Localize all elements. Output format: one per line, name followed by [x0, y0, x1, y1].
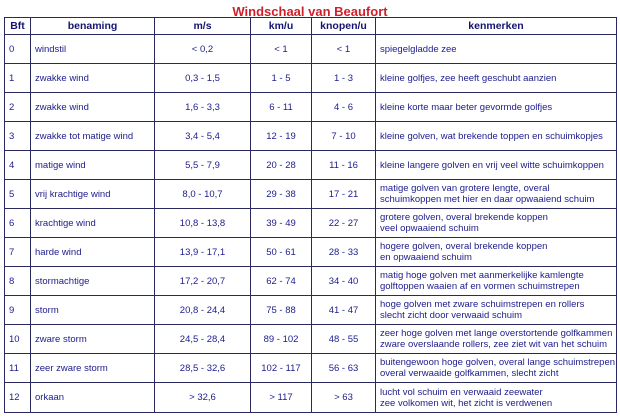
description-line-1: zeer hoge golven met lange overstortende golfkammen: [380, 328, 613, 339]
description-cell: [376, 267, 617, 296]
description-cell: [376, 151, 617, 180]
ms-cell: 5,5 - 7,9: [155, 151, 251, 180]
description-cell: [376, 296, 617, 325]
name-cell: windstil: [31, 35, 155, 64]
header-kmh: km/u: [251, 18, 312, 35]
beaufort-number-cell: 5: [5, 180, 31, 209]
beaufort-number-cell: 6: [5, 209, 31, 238]
name-cell: vrij krachtige wind: [31, 180, 155, 209]
kmh-cell: 6 - 11: [251, 93, 312, 122]
name-cell: matige wind: [31, 151, 155, 180]
kmh-cell: 20 - 28: [251, 151, 312, 180]
kmh-cell: 29 - 38: [251, 180, 312, 209]
knots-cell: 4 - 6: [312, 93, 376, 122]
name-cell: zwakke tot matige wind: [31, 122, 155, 151]
beaufort-table: [4, 17, 617, 413]
kmh-cell: 39 - 49: [251, 209, 312, 238]
header-description: kenmerken: [376, 18, 617, 35]
description-line-1: spiegelgladde zee: [380, 43, 457, 55]
table-row: [5, 267, 617, 296]
description-cell: [376, 238, 617, 267]
ms-cell: 3,4 - 5,4: [155, 122, 251, 151]
ms-cell: 20,8 - 24,4: [155, 296, 251, 325]
description-line-2: golftoppen waaien af en vormen schuimstrepen: [380, 281, 580, 292]
knots-cell: 17 - 21: [312, 180, 376, 209]
description-line-2: veel opwaaiend schuim: [380, 223, 479, 234]
description-line-1: grotere golven, overal brekende koppen: [380, 212, 548, 223]
ms-cell: 8,0 - 10,7: [155, 180, 251, 209]
name-cell: stormachtige: [31, 267, 155, 296]
kmh-cell: 50 - 61: [251, 238, 312, 267]
description-line-2: schuimkoppen met hier en daar opwaaiend schuim: [380, 194, 595, 205]
description-cell: [376, 93, 617, 122]
table-row: [5, 238, 617, 267]
kmh-cell: 62 - 74: [251, 267, 312, 296]
table-row: [5, 296, 617, 325]
beaufort-number-cell: 0: [5, 35, 31, 64]
name-cell: krachtige wind: [31, 209, 155, 238]
description-line-1: matige golven van grotere lengte, overal: [380, 183, 550, 194]
beaufort-number-cell: 10: [5, 325, 31, 354]
name-cell: orkaan: [31, 383, 155, 413]
description-line-1: kleine korte maar beter gevormde golfjes: [380, 101, 553, 113]
beaufort-number-cell: 12: [5, 383, 31, 413]
table-row: [5, 35, 617, 64]
ms-cell: 17,2 - 20,7: [155, 267, 251, 296]
ms-cell: 13,9 - 17,1: [155, 238, 251, 267]
beaufort-number-cell: 8: [5, 267, 31, 296]
description-line-2: en opwaaiend schuim: [380, 252, 472, 263]
table-row: [5, 151, 617, 180]
beaufort-number-cell: 2: [5, 93, 31, 122]
header-knots: knopen/u: [312, 18, 376, 35]
header-name: benaming: [31, 18, 155, 35]
table-row: [5, 64, 617, 93]
header-ms: m/s: [155, 18, 251, 35]
description-line-1: kleine golfjes, zee heeft geschubt aanzien: [380, 72, 557, 84]
table-row: [5, 122, 617, 151]
description-line-1: hoge golven met zware schuimstrepen en rollers: [380, 299, 585, 310]
knots-cell: 11 - 16: [312, 151, 376, 180]
table-row: [5, 209, 617, 238]
description-line-2: zee volkomen wit, het zicht is verdwenen: [380, 397, 553, 409]
description-line-1: kleine golven, wat brekende toppen en schuimkopjes: [380, 130, 603, 142]
kmh-cell: 1 - 5: [251, 64, 312, 93]
name-cell: zwakke wind: [31, 64, 155, 93]
table-row: [5, 93, 617, 122]
knots-cell: 22 - 27: [312, 209, 376, 238]
name-cell: zeer zware storm: [31, 354, 155, 383]
description-line-1: buitengewoon hoge golven, overal lange schuimstrepen: [380, 357, 616, 368]
table-row: [5, 325, 617, 354]
ms-cell: 10,8 - 13,8: [155, 209, 251, 238]
kmh-cell: 12 - 19: [251, 122, 312, 151]
description-line-2: slecht zicht door verwaaid schuim: [380, 310, 523, 321]
beaufort-number-cell: 1: [5, 64, 31, 93]
table-body: [5, 35, 617, 413]
description-cell: [376, 180, 617, 209]
description-line-1: matig hoge golven met aanmerkelijke kamlengte: [380, 270, 584, 281]
knots-cell: 7 - 10: [312, 122, 376, 151]
description-line-2: zware overslaande rollers, zee ziet wit van het schuim: [380, 339, 608, 350]
kmh-cell: > 117: [251, 383, 312, 413]
name-cell: storm: [31, 296, 155, 325]
name-cell: zware storm: [31, 325, 155, 354]
ms-cell: 0,3 - 1,5: [155, 64, 251, 93]
table-row: [5, 383, 617, 413]
beaufort-number-cell: 4: [5, 151, 31, 180]
beaufort-number-cell: 9: [5, 296, 31, 325]
page-title: Windschaal van Beaufort: [232, 4, 388, 19]
knots-cell: 48 - 55: [312, 325, 376, 354]
table-row: [5, 180, 617, 209]
kmh-cell: 102 - 117: [251, 354, 312, 383]
ms-cell: < 0,2: [155, 35, 251, 64]
knots-cell: > 63: [312, 383, 376, 413]
description-cell: [376, 383, 617, 413]
kmh-cell: 89 - 102: [251, 325, 312, 354]
ms-cell: > 32,6: [155, 383, 251, 413]
beaufort-number-cell: 7: [5, 238, 31, 267]
name-cell: harde wind: [31, 238, 155, 267]
knots-cell: 41 - 47: [312, 296, 376, 325]
knots-cell: < 1: [312, 35, 376, 64]
description-cell: [376, 354, 617, 383]
knots-cell: 1 - 3: [312, 64, 376, 93]
description-cell: [376, 35, 617, 64]
table-row: [5, 354, 617, 383]
ms-cell: 28,5 - 32,6: [155, 354, 251, 383]
description-line-1: lucht vol schuim en verwaaid zeewater: [380, 386, 543, 398]
description-line-1: kleine langere golven en vrij veel witte schuimkoppen: [380, 159, 604, 171]
description-line-2: overal verwaaide golfkammen, slecht zicht: [380, 368, 559, 379]
header-bft: Bft: [5, 18, 31, 35]
ms-cell: 1,6 - 3,3: [155, 93, 251, 122]
knots-cell: 56 - 63: [312, 354, 376, 383]
description-line-1: hogere golven, overal brekende koppen: [380, 241, 548, 252]
name-cell: zwakke wind: [31, 93, 155, 122]
beaufort-number-cell: 11: [5, 354, 31, 383]
beaufort-number-cell: 3: [5, 122, 31, 151]
ms-cell: 24,5 - 28,4: [155, 325, 251, 354]
knots-cell: 28 - 33: [312, 238, 376, 267]
description-cell: [376, 325, 617, 354]
description-cell: [376, 209, 617, 238]
knots-cell: 34 - 40: [312, 267, 376, 296]
description-cell: [376, 64, 617, 93]
table-header-row: [5, 18, 617, 35]
kmh-cell: 75 - 88: [251, 296, 312, 325]
description-cell: [376, 122, 617, 151]
kmh-cell: < 1: [251, 35, 312, 64]
